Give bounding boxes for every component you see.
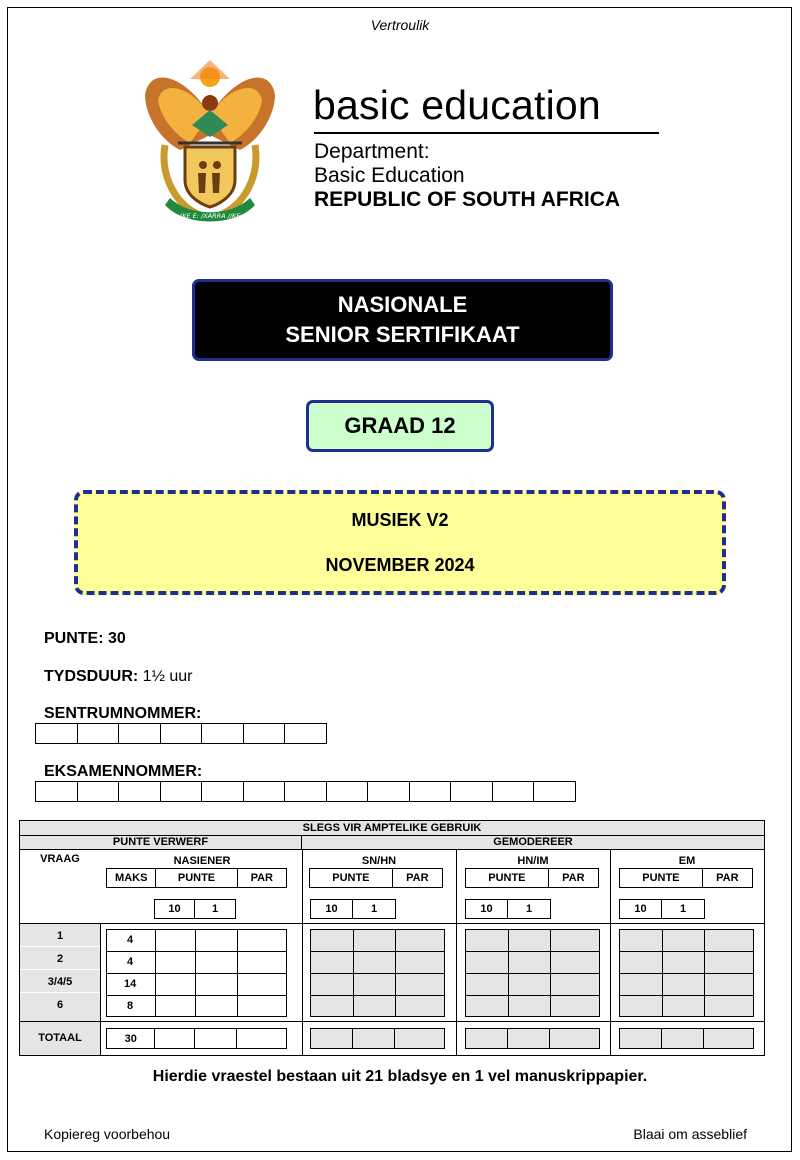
par-label: PAR [562,872,585,884]
punte-label: PUNTE [620,869,703,887]
scale-one: 1 [370,903,378,915]
brand-republic: REPUBLIC OF SOUTH AFRICA [314,188,621,211]
divider [302,850,303,1055]
total-cell[interactable] [620,1029,662,1048]
certificate-line-1: NASIONALE [337,292,468,317]
total-cell[interactable] [395,1029,444,1048]
total-em-row[interactable] [619,1028,754,1049]
duration-line [44,668,192,686]
hn-subheader [465,868,599,888]
marks-obtained-header: PUNTE VERWERF [20,836,302,850]
digit-box[interactable] [243,781,286,802]
digit-box[interactable] [201,781,244,802]
scale-ten: 10 [155,900,195,918]
exam-number-boxes[interactable] [36,781,576,803]
par-label: PAR [250,872,273,884]
scale-one: 1 [211,903,219,915]
digit-box[interactable] [118,781,161,802]
max-mark: 14 [124,978,137,990]
scale-box [154,899,236,919]
brand-title: basic education [313,82,601,128]
total-cell[interactable] [195,1029,237,1048]
digit-box[interactable] [118,723,161,744]
divider [610,850,611,1055]
group-header: NASIENER [173,855,231,867]
punte-label: PUNTE [466,869,549,887]
moderated-header: GEMODEREER [302,836,764,850]
digit-box[interactable] [160,781,203,802]
total-cell[interactable] [311,1029,353,1048]
divider [456,850,457,1055]
digit-box[interactable] [77,781,120,802]
question-column-header: VRAAG [40,853,80,865]
marker-grid[interactable] [106,929,287,1017]
punte-label: PUNTE [310,869,393,887]
question-6: 6 [56,999,64,1011]
divider [20,1021,764,1022]
total-max: 30 [107,1029,155,1048]
total-label: TOTAAL [20,1022,100,1055]
divider [20,923,764,924]
total-hn-row[interactable] [465,1028,600,1049]
divider [100,923,101,1055]
digit-box[interactable] [35,723,78,744]
total-cell[interactable] [466,1029,508,1048]
exam-number-label: EKSAMENNOMMER: [44,763,203,780]
group-header: SN/HN [361,855,397,867]
certificate-banner [192,279,613,361]
divider [20,992,100,993]
brand-rule [314,132,659,134]
total-cell[interactable] [662,1029,703,1048]
motto-text: !KE E: /XARRA //KE [179,212,241,220]
subject-name: MUSIEK V2 [351,510,449,530]
divider [20,946,100,947]
total-cell[interactable] [237,1029,286,1048]
digit-box[interactable] [284,781,327,802]
group-header: EM [678,855,696,867]
digit-box[interactable] [450,781,493,802]
grade-badge: GRAAD 12 [306,400,494,452]
digit-box[interactable] [409,781,452,802]
em-subheader [619,868,753,888]
par-label: PAR [406,872,429,884]
sn-subheader [309,868,443,888]
digit-box[interactable] [367,781,410,802]
turn-over-notice: Blaai om asseblief [633,1126,747,1142]
brand-department: Department: [314,140,430,163]
digit-box[interactable] [326,781,369,802]
max-mark: 4 [127,956,134,968]
subject-session: NOVEMBER 2024 [325,555,475,575]
max-mark: 8 [127,1000,134,1012]
question-3-4-5: 3/4/5 [47,976,73,988]
maks-label: MAKS [107,869,156,887]
scale-ten: 10 [311,900,353,918]
coat-of-arms-icon [140,55,280,225]
scale-one: 1 [679,903,687,915]
scale-box [619,899,705,919]
digit-box[interactable] [243,723,286,744]
par-label: PAR [716,872,739,884]
digit-box[interactable] [533,781,576,802]
brand-basic-education: Basic Education [314,164,465,187]
total-marker-row[interactable] [106,1028,287,1049]
digit-box[interactable] [492,781,535,802]
total-cell[interactable] [550,1029,599,1048]
page-count-note: Hierdie vraestel bestaan uit 21 bladsye en 1 vel manuskrippapier. [152,1068,648,1085]
scale-one: 1 [525,903,533,915]
copyright-notice: Kopiereg voorbehou [44,1126,171,1142]
divider [20,969,100,970]
marker-subheader [106,868,287,888]
em-grid[interactable] [619,929,754,1017]
punte-label: PUNTE [156,869,237,887]
scale-box [310,899,396,919]
question-1: 1 [56,930,64,942]
hn-grid[interactable] [465,929,600,1017]
total-cell[interactable] [704,1029,753,1048]
digit-box[interactable] [160,723,203,744]
scale-ten: 10 [620,900,662,918]
max-mark: 4 [127,934,134,946]
table-title: SLEGS VIR AMPTELIKE GEBRUIK [20,821,764,836]
total-cell[interactable] [508,1029,549,1048]
confidential-label: Vertroulik [370,17,430,33]
marks-value: 30 [108,630,126,647]
duration-label: TYDSDUUR: [44,668,139,685]
official-use-table [19,820,765,1056]
total-sn-row[interactable] [310,1028,445,1049]
sn-grid[interactable] [310,929,445,1017]
question-2: 2 [56,953,64,965]
marks-line [44,630,126,648]
duration-value: 1½ uur [142,668,193,685]
group-header: HN/IM [517,855,549,867]
digit-box[interactable] [201,723,244,744]
scale-ten: 10 [466,900,508,918]
centre-number-label: SENTRUMNOMMER: [44,705,202,722]
certificate-line-2: SENIOR SERTIFIKAAT [285,322,520,347]
digit-box[interactable] [77,723,120,744]
marks-label: PUNTE: [44,630,104,647]
subject-box [74,490,726,595]
digit-box[interactable] [35,781,78,802]
scale-box [465,899,551,919]
total-cell[interactable] [353,1029,394,1048]
centre-number-boxes[interactable] [36,723,327,745]
digit-box[interactable] [284,723,327,744]
total-cell[interactable] [155,1029,195,1048]
